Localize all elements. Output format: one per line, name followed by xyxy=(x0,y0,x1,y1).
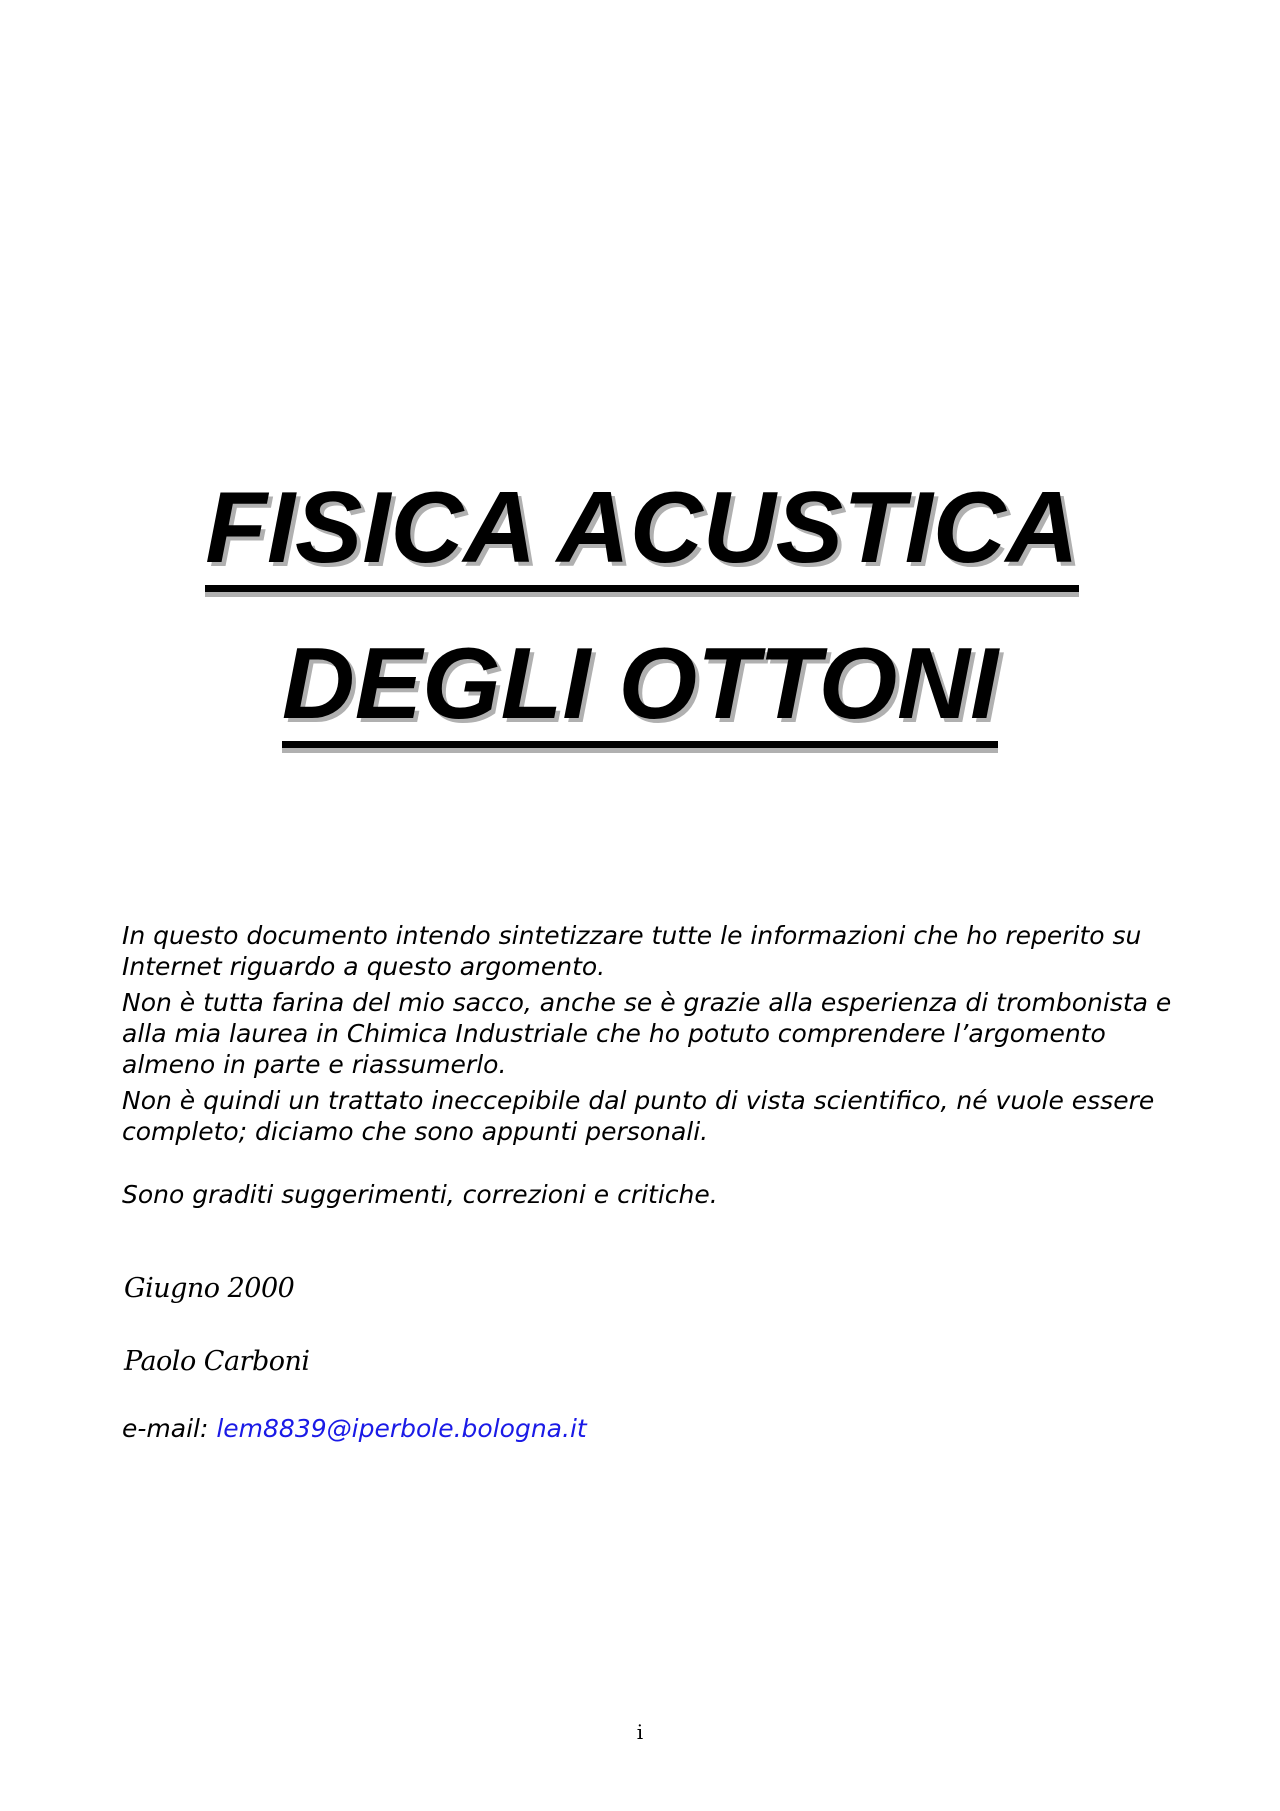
email-line xyxy=(122,1414,587,1443)
intro-paragraph: Non è tutta farina del mio sacco, anche se è grazie alla esperienza di trombonista e alla mia laurea in Chimica Industriale che ho potuto comprendere l’argomento almeno in parte e riassumerlo. xyxy=(122,988,1172,1079)
page-number: i xyxy=(636,1720,644,1744)
author-name: Paolo Carboni xyxy=(124,1346,310,1377)
intro-paragraph: In questo documento intendo sintetizzare tutte le informazioni che ho reperito su Internet riguardo a questo argomento. xyxy=(122,921,1142,981)
intro-paragraph: Non è quindi un trattato ineccepibile dal punto di vista scientifico, né vuole essere completo; diciamo che sono appunti personali. xyxy=(122,1086,1155,1146)
title-line-2: DEGLI OTTONI xyxy=(282,634,998,748)
document-date: Giugno 2000 xyxy=(124,1273,295,1304)
document-title xyxy=(0,472,1280,748)
email-label: e-mail: xyxy=(122,1414,209,1443)
intro-text xyxy=(122,920,1182,1215)
intro-paragraph: Sono graditi suggerimenti, correzioni e critiche. xyxy=(122,1180,718,1209)
title-line-1: FISICA ACUSTICA xyxy=(205,478,1078,592)
email-link[interactable]: lem8839@iperbole.bologna.it xyxy=(216,1414,587,1443)
